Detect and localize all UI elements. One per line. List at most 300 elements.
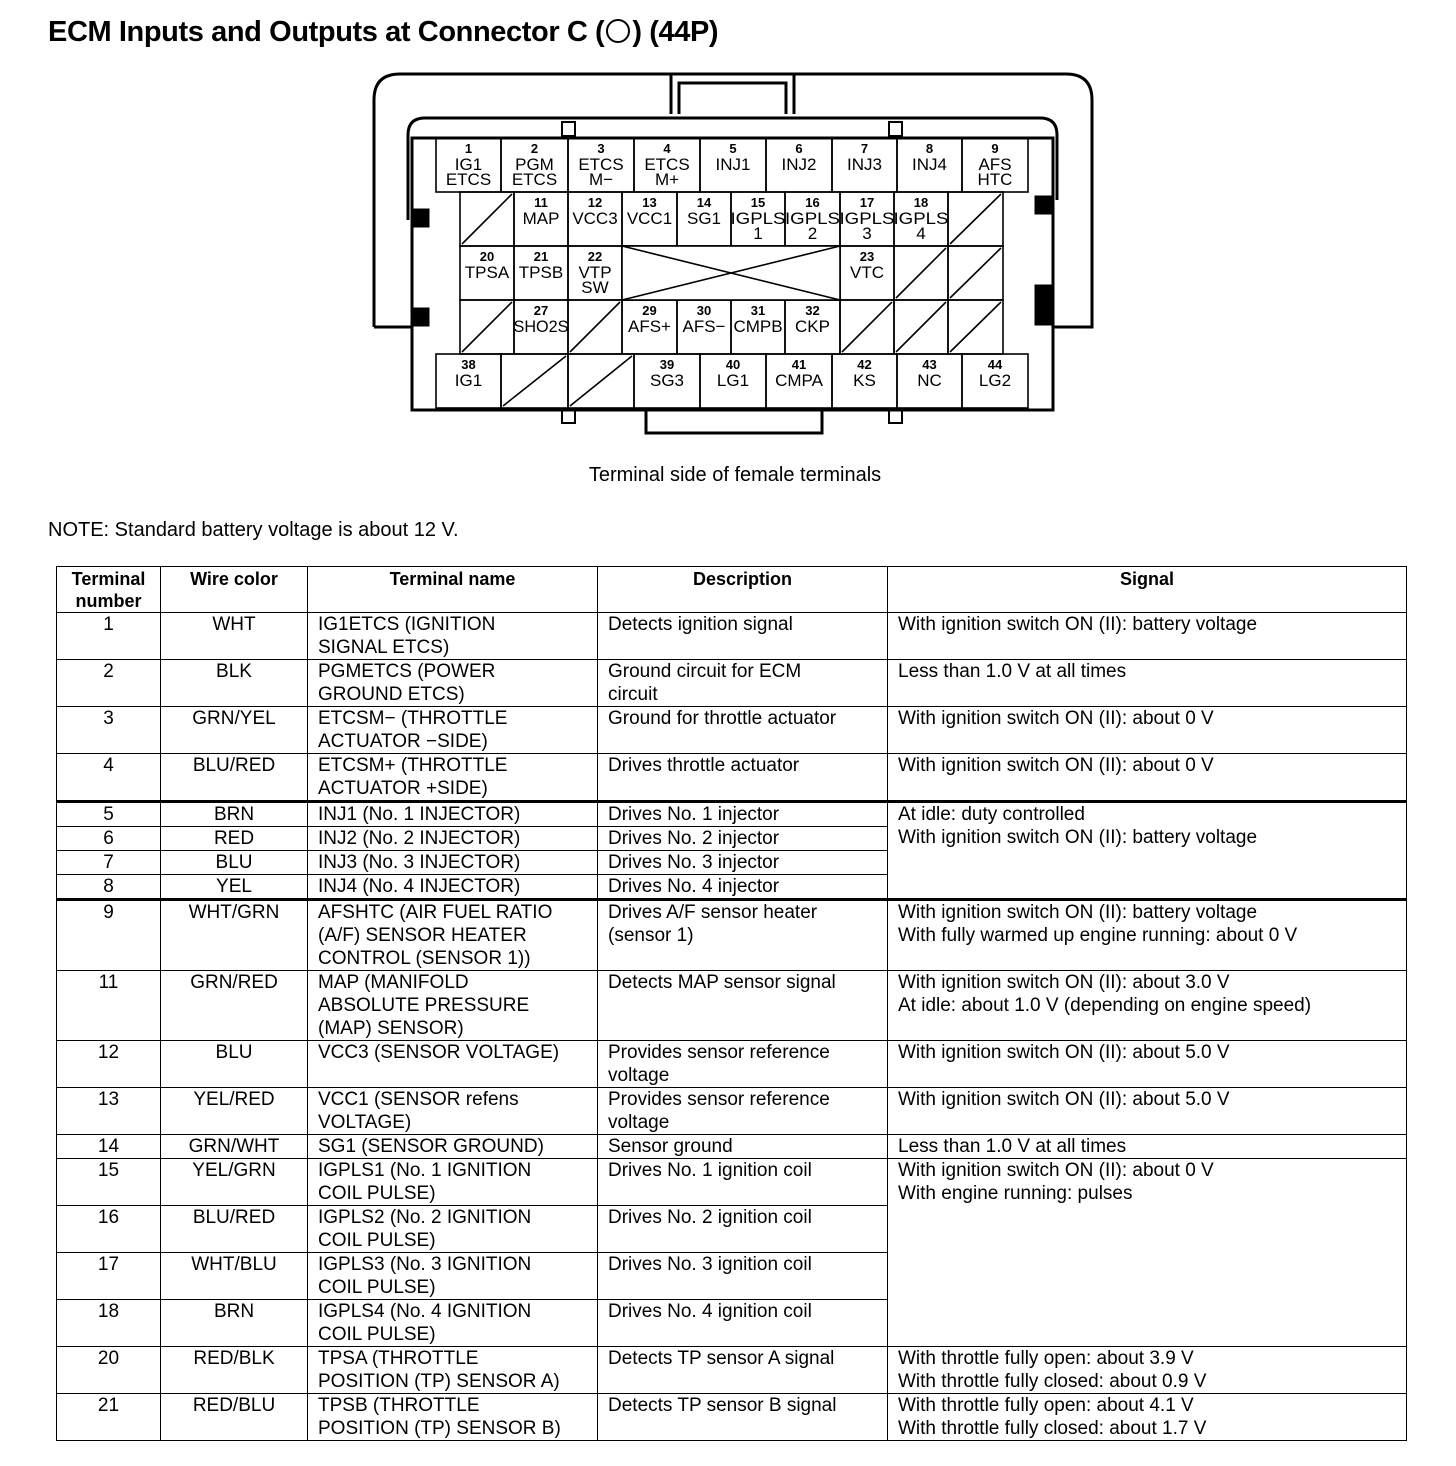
- terminal-name-line: (MAP) SENSOR): [318, 1018, 464, 1039]
- wire-color-cell: BLU/RED: [161, 1206, 308, 1253]
- terminal-name-line: TPSB (THROTTLE: [318, 1395, 480, 1416]
- wire-color-cell: BRN: [161, 802, 308, 827]
- terminal-name-cell: [308, 1041, 598, 1088]
- signal-line: With engine running: pulses: [898, 1183, 1133, 1204]
- terminal-name-line: AFSHTC (AIR FUEL RATIO: [318, 902, 553, 923]
- pin-number: 17: [859, 195, 875, 210]
- blank-cavity-slash: [842, 302, 892, 352]
- terminal-number-cell: 21: [57, 1394, 161, 1441]
- pin-number: 39: [659, 357, 675, 372]
- pin-signal-name: VCC1: [626, 209, 673, 228]
- description-line: circuit: [608, 684, 658, 705]
- pin-signal-name: SG1: [686, 209, 722, 228]
- pin-signal-name: 3: [862, 224, 872, 243]
- pin-signal-name: IG1: [454, 371, 483, 390]
- pin-signal-name: AFS−: [682, 317, 726, 336]
- diagram-caption: Terminal side of female terminals: [588, 464, 882, 486]
- signal-line: With ignition switch ON (II): about 5.0 V: [898, 1089, 1230, 1110]
- pin-number: 38: [461, 357, 476, 372]
- pin-number: 42: [857, 357, 872, 372]
- description-line: Drives No. 2 ignition coil: [608, 1207, 812, 1228]
- description-cell: [598, 802, 888, 827]
- top-latch-inner: [679, 83, 786, 114]
- pin-signal-name: TPSA: [464, 263, 510, 282]
- pin-label-21: [519, 249, 563, 282]
- description-cell: [598, 1206, 888, 1253]
- bottom-tab-right: [889, 410, 902, 423]
- description-line: Sensor ground: [608, 1136, 733, 1157]
- wire-color-cell: RED/BLK: [161, 1347, 308, 1394]
- terminal-name-cell: [308, 802, 598, 827]
- terminal-name-line: SIGNAL ETCS): [318, 637, 450, 658]
- table-row: [57, 1041, 1407, 1088]
- lock-mark-right-lower: [1036, 286, 1050, 324]
- description-cell: [598, 1135, 888, 1159]
- signal-line: With ignition switch ON (II): battery voltage: [898, 827, 1258, 848]
- signal-line: At idle: about 1.0 V (depending on engine speed): [898, 995, 1312, 1016]
- pin-signal-name: AFS+: [628, 317, 671, 336]
- signal-cell-ignition-coils: [888, 1159, 1407, 1347]
- description-line: Drives A/F sensor heater: [608, 902, 818, 923]
- description-cell: [598, 1041, 888, 1088]
- pin-label-14: [687, 195, 721, 228]
- pin-label-18: [894, 195, 949, 243]
- pin-label-3: [578, 141, 623, 189]
- wire-color-cell: GRN/YEL: [161, 707, 308, 754]
- pin-number: 5: [729, 141, 737, 156]
- pin-number: 13: [642, 195, 657, 210]
- terminal-number-cell: 15: [57, 1159, 161, 1206]
- pin-label-43: [917, 357, 942, 390]
- pin-number: 44: [987, 357, 1003, 372]
- signal-line: With ignition switch ON (II): battery voltage: [898, 902, 1258, 923]
- terminal-name-line: INJ4 (No. 4 INJECTOR): [318, 876, 521, 897]
- pin-label-13: [627, 195, 672, 228]
- pin-label-9: [978, 141, 1013, 189]
- header-description: Description: [598, 567, 888, 613]
- pin-signal-name: INJ1: [715, 155, 751, 174]
- wire-color-cell: BLU: [161, 851, 308, 875]
- signal-line: With throttle fully open: about 4.1 V: [898, 1395, 1194, 1416]
- terminal-name-line: INJ3 (No. 3 INJECTOR): [318, 852, 521, 873]
- pin-label-16: [785, 195, 840, 243]
- terminal-name-line: COIL PULSE): [318, 1324, 436, 1345]
- table-row: [57, 802, 1407, 827]
- pin-signal-name: 1: [753, 224, 763, 243]
- pin-label-42: [853, 357, 876, 390]
- wire-color-cell: YEL/GRN: [161, 1159, 308, 1206]
- header-terminal-line2: number: [75, 591, 142, 611]
- signal-cell-injectors: [888, 802, 1407, 900]
- pin-signal-name: LG2: [978, 371, 1012, 390]
- description-line: (sensor 1): [608, 925, 694, 946]
- pinout-table: [56, 566, 1407, 1441]
- pin-number: 41: [791, 357, 807, 372]
- terminal-name-cell: [308, 1253, 598, 1300]
- terminal-name-line: GROUND ETCS): [318, 684, 465, 705]
- pin-label-4: [644, 141, 689, 189]
- pin-signal-name: IG1: [454, 155, 483, 174]
- terminal-name-cell: [308, 851, 598, 875]
- terminal-name-cell: [308, 1206, 598, 1253]
- description-line: Drives No. 4 injector: [608, 876, 780, 897]
- description-cell: [598, 1394, 888, 1441]
- signal-cell: [888, 900, 1407, 971]
- pin-label-8: [912, 141, 947, 174]
- pin-label-6: [782, 141, 817, 174]
- table-row: [57, 1394, 1407, 1441]
- description-line: Ground circuit for ECM: [608, 661, 802, 682]
- signal-line: Less than 1.0 V at all times: [898, 1136, 1127, 1157]
- terminal-number-cell: 1: [57, 613, 161, 660]
- pin-label-29: [628, 303, 671, 336]
- description-cell: [598, 613, 888, 660]
- pin-signal-name: ETCS: [644, 155, 690, 174]
- description-cell: [598, 754, 888, 802]
- terminal-name-cell: [308, 707, 598, 754]
- wire-color-cell: BLK: [161, 660, 308, 707]
- description-cell: [598, 1253, 888, 1300]
- pin-signal-name: 2: [807, 224, 818, 243]
- header-wire-color: Wire color: [161, 567, 308, 613]
- signal-line: With ignition switch ON (II): battery voltage: [898, 614, 1258, 635]
- description-line: Drives throttle actuator: [608, 755, 800, 776]
- terminal-name-line: COIL PULSE): [318, 1183, 436, 1204]
- wire-color-cell: WHT/BLU: [161, 1253, 308, 1300]
- pin-label-44: [979, 357, 1011, 390]
- table-row: [57, 1347, 1407, 1394]
- terminal-number-cell: 13: [57, 1088, 161, 1135]
- description-cell: [598, 1347, 888, 1394]
- signal-line: With fully warmed up engine running: about 0 V: [898, 925, 1298, 946]
- pin-signal-name: INJ2: [781, 155, 817, 174]
- signal-cell: [888, 1041, 1407, 1088]
- terminal-name-line: ETCSM+ (THROTTLE: [318, 755, 508, 776]
- pin-signal-name: PGM: [515, 155, 554, 174]
- terminal-number-cell: 9: [57, 900, 161, 971]
- pin-number: 29: [642, 303, 657, 318]
- pin-signal-name: M+: [654, 170, 680, 189]
- pin-signal-name: SW: [581, 278, 609, 297]
- pin-signal-name: CMPB: [733, 317, 783, 336]
- terminal-name-line: POSITION (TP) SENSOR B): [318, 1418, 561, 1439]
- description-cell: [598, 707, 888, 754]
- description-line: Detects TP sensor B signal: [608, 1395, 837, 1416]
- pin-number: 6: [795, 141, 803, 156]
- top-latch-outer: [671, 74, 794, 114]
- terminal-name-line: VOLTAGE): [318, 1112, 412, 1133]
- description-cell: [598, 1088, 888, 1135]
- pin-signal-name: CMPA: [775, 371, 823, 390]
- pin-number: 14: [696, 195, 712, 210]
- page-title-end: ) (44P): [632, 16, 719, 48]
- pin-label-40: [717, 357, 749, 390]
- top-tab-left: [562, 122, 575, 136]
- pin-number: 4: [663, 141, 671, 156]
- terminal-name-line: INJ1 (No. 1 INJECTOR): [318, 804, 521, 825]
- top-tab-right: [889, 122, 902, 136]
- terminal-number-cell: 2: [57, 660, 161, 707]
- pin-signal-name: ETCS: [578, 155, 624, 174]
- terminal-number-cell: 14: [57, 1135, 161, 1159]
- wire-color-cell: BLU: [161, 1041, 308, 1088]
- header-terminal-line1: Terminal: [71, 569, 146, 589]
- terminal-name-cell: [308, 827, 598, 851]
- blank-cavity-slash: [950, 248, 1001, 298]
- signal-line: With throttle fully closed: about 0.9 V: [898, 1371, 1207, 1392]
- signal-cell: [888, 613, 1407, 660]
- pin-number: 2: [530, 141, 539, 156]
- pin-signal-name: ETCS: [511, 170, 558, 189]
- terminal-number-cell: 17: [57, 1253, 161, 1300]
- pin-label-1: [446, 141, 491, 189]
- signal-line: With throttle fully open: about 3.9 V: [898, 1348, 1194, 1369]
- pin-signal-name: VTP: [578, 263, 612, 282]
- pin-signal-name: NC: [917, 371, 942, 390]
- blank-cavity-slash: [950, 194, 1001, 244]
- pin-signal-name: SG3: [649, 371, 685, 390]
- signal-cell: [888, 1394, 1407, 1441]
- signal-cell: [888, 971, 1407, 1041]
- terminal-name-cell: [308, 1088, 598, 1135]
- description-line: Ground for throttle actuator: [608, 708, 837, 729]
- description-cell: [598, 971, 888, 1041]
- terminal-number-cell: 20: [57, 1347, 161, 1394]
- pin-signal-name: SHO2S: [513, 317, 569, 336]
- pin-signal-name: INJ3: [847, 155, 882, 174]
- pin-signal-name: VTC: [850, 263, 884, 282]
- pin-signal-name: VCC3: [572, 209, 618, 228]
- pin-signal-name: LG1: [716, 371, 750, 390]
- description-line: Detects TP sensor A signal: [608, 1348, 835, 1369]
- table-row: [57, 1088, 1407, 1135]
- terminal-name-line: ACTUATOR +SIDE): [318, 778, 488, 799]
- blank-cavity-slash: [503, 356, 566, 406]
- pinout-table-body: [57, 613, 1407, 1441]
- wire-color-cell: RED: [161, 827, 308, 851]
- description-line: Detects ignition signal: [608, 614, 793, 635]
- terminal-name-line: IGPLS2 (No. 2 IGNITION: [318, 1207, 532, 1228]
- description-line: Drives No. 3 injector: [608, 852, 780, 873]
- signal-cell: [888, 660, 1407, 707]
- blank-cavity-slash: [950, 302, 1001, 352]
- pin-signal-name: IGPLS: [839, 209, 895, 228]
- pin-signal-name: KS: [853, 371, 876, 390]
- pin-label-12: [572, 195, 617, 228]
- pin-number: 1: [464, 141, 473, 156]
- pin-signal-name: AFS: [978, 155, 1012, 174]
- pin-number: 32: [805, 303, 820, 318]
- signal-line: With ignition switch ON (II): about 0 V: [898, 755, 1214, 776]
- description-line: voltage: [608, 1065, 670, 1086]
- pin-number: 18: [913, 195, 929, 210]
- signal-cell: [888, 1135, 1407, 1159]
- connector-diagram: [0, 0, 1456, 450]
- terminal-name-line: SG1 (SENSOR GROUND): [318, 1136, 544, 1157]
- pin-number: 3: [597, 141, 605, 156]
- table-header-row: [57, 567, 1407, 613]
- pin-signal-name: IGPLS: [893, 209, 949, 228]
- pin-label-22: [578, 249, 611, 297]
- terminal-number-cell: 18: [57, 1300, 161, 1347]
- header-terminal-name: Terminal name: [308, 567, 598, 613]
- pin-signal-name: MAP: [522, 209, 560, 228]
- terminal-name-cell: [308, 1135, 598, 1159]
- terminal-name-cell: [308, 1394, 598, 1441]
- description-line: Drives No. 3 ignition coil: [608, 1254, 812, 1275]
- terminal-name-line: CONTROL (SENSOR 1)): [318, 948, 531, 969]
- blank-cavity-slash: [462, 194, 512, 244]
- signal-cell: [888, 1347, 1407, 1394]
- signal-line: With ignition switch ON (II): about 0 V: [898, 1160, 1214, 1181]
- pin-label-39: [650, 357, 684, 390]
- terminal-name-cell: [308, 1159, 598, 1206]
- pin-number: 12: [587, 195, 603, 210]
- signal-line: With throttle fully closed: about 1.7 V: [898, 1418, 1207, 1439]
- terminal-name-line: TPSA (THROTTLE: [318, 1348, 479, 1369]
- pin-number: 20: [479, 249, 495, 264]
- terminal-name-line: COIL PULSE): [318, 1230, 436, 1251]
- wire-color-cell: WHT/GRN: [161, 900, 308, 971]
- pin-label-32: [795, 303, 830, 336]
- lock-mark-left-upper: [414, 210, 428, 226]
- blank-cavity-slash: [896, 248, 946, 298]
- table-row: [57, 900, 1407, 971]
- terminal-number-cell: 12: [57, 1041, 161, 1088]
- terminal-name-cell: [308, 754, 598, 802]
- description-line: Drives No. 1 ignition coil: [608, 1160, 812, 1181]
- terminal-name-line: VCC3 (SENSOR VOLTAGE): [318, 1042, 560, 1063]
- terminal-name-line: IGPLS4 (No. 4 IGNITION: [318, 1301, 532, 1322]
- terminal-name-line: IGPLS3 (No. 3 IGNITION: [318, 1254, 532, 1275]
- table-row: [57, 1159, 1407, 1206]
- blank-cavity-slash: [462, 302, 512, 352]
- bottom-key: [646, 410, 822, 433]
- page-title-start: ECM Inputs and Outputs at Connector C (: [48, 16, 605, 48]
- pin-label-7: [847, 141, 882, 174]
- description-cell: [598, 875, 888, 900]
- description-cell: [598, 827, 888, 851]
- pin-label-15: [731, 195, 786, 243]
- pin-number: 31: [750, 303, 766, 318]
- pin-label-38: [455, 357, 482, 390]
- pin-number: 21: [533, 249, 549, 264]
- description-line: voltage: [608, 1112, 670, 1133]
- signal-line: With ignition switch ON (II): about 0 V: [898, 708, 1214, 729]
- terminal-name-cell: [308, 1347, 598, 1394]
- signal-line: At idle: duty controlled: [898, 804, 1085, 825]
- pin-number: 7: [860, 141, 869, 156]
- lock-mark-left-lower: [414, 309, 428, 325]
- pin-signal-name: 4: [916, 224, 926, 243]
- terminal-name-line: ABSOLUTE PRESSURE: [318, 995, 530, 1016]
- pin-number: 16: [805, 195, 820, 210]
- signal-cell: [888, 707, 1407, 754]
- terminal-number-cell: 7: [57, 851, 161, 875]
- battery-note: NOTE: Standard battery voltage is about 12 V.: [48, 519, 459, 541]
- terminal-number-cell: 6: [57, 827, 161, 851]
- table-row: [57, 1135, 1407, 1159]
- terminal-number-cell: 8: [57, 875, 161, 900]
- terminal-number-cell: 11: [57, 971, 161, 1041]
- description-cell: [598, 1159, 888, 1206]
- terminal-name-line: MAP (MANIFOLD: [318, 972, 469, 993]
- table-row: [57, 754, 1407, 802]
- terminal-name-line: VCC1 (SENSOR refens: [318, 1089, 519, 1110]
- signal-line: With ignition switch ON (II): about 3.0 V: [898, 972, 1230, 993]
- terminal-name-cell: [308, 1300, 598, 1347]
- pin-label-27: [514, 303, 569, 336]
- header-signal: Signal: [888, 567, 1407, 613]
- wire-color-cell: GRN/WHT: [161, 1135, 308, 1159]
- terminal-name-line: ETCSM− (THROTTLE: [318, 708, 508, 729]
- description-line: Drives No. 1 injector: [608, 804, 780, 825]
- terminal-number-cell: 16: [57, 1206, 161, 1253]
- wire-color-cell: GRN/RED: [161, 971, 308, 1041]
- table-row: [57, 660, 1407, 707]
- terminal-name-line: COIL PULSE): [318, 1277, 436, 1298]
- pin-number: 30: [696, 303, 712, 318]
- terminal-name-line: IG1ETCS (IGNITION: [318, 614, 496, 635]
- description-line: Provides sensor reference: [608, 1089, 830, 1110]
- terminal-name-cell: [308, 660, 598, 707]
- pin-label-31: [733, 303, 782, 336]
- pin-signal-name: M−: [588, 170, 614, 189]
- blank-cavity-slash: [896, 302, 946, 352]
- description-cell: [598, 1300, 888, 1347]
- table-row: [57, 613, 1407, 660]
- description-line: Detects MAP sensor signal: [608, 972, 836, 993]
- signal-line: Less than 1.0 V at all times: [898, 661, 1127, 682]
- signal-cell: [888, 754, 1407, 802]
- pin-signal-name: ETCS: [445, 170, 492, 189]
- description-line: Drives No. 4 ignition coil: [608, 1301, 812, 1322]
- terminal-name-line: IGPLS1 (No. 1 IGNITION: [318, 1160, 532, 1181]
- description-cell: [598, 851, 888, 875]
- pin-number: 8: [925, 141, 934, 156]
- wire-color-cell: WHT: [161, 613, 308, 660]
- pin-label-23: [850, 249, 884, 282]
- pin-label-5: [716, 141, 751, 174]
- pin-signal-name: INJ4: [912, 155, 947, 174]
- wire-color-cell: YEL/RED: [161, 1088, 308, 1135]
- wire-color-cell: BRN: [161, 1300, 308, 1347]
- pin-number: 11: [534, 195, 548, 210]
- header-terminal-number: [57, 567, 161, 613]
- pin-label-17: [840, 195, 895, 243]
- wire-color-cell: YEL: [161, 875, 308, 900]
- terminal-name-line: (A/F) SENSOR HEATER: [318, 925, 527, 946]
- terminal-number-cell: 4: [57, 754, 161, 802]
- pin-number: 22: [587, 249, 603, 264]
- lock-mark-right-upper: [1036, 197, 1050, 213]
- blank-cavity-slash: [570, 356, 632, 406]
- pin-label-2: [512, 141, 557, 189]
- terminal-name-line: PGMETCS (POWER: [318, 661, 496, 682]
- pin-number: 23: [859, 249, 875, 264]
- table-row: [57, 971, 1407, 1041]
- description-line: Drives No. 2 injector: [608, 828, 780, 849]
- pin-signal-name: CKP: [795, 317, 830, 336]
- pin-signal-name: IGPLS: [785, 209, 840, 228]
- pin-signal-name: HTC: [977, 170, 1013, 189]
- pin-signal-name: TPSB: [518, 263, 564, 282]
- pin-number: 27: [533, 303, 549, 318]
- terminal-name-line: ACTUATOR −SIDE): [318, 731, 488, 752]
- terminal-name-cell: [308, 613, 598, 660]
- pin-label-41: [775, 357, 824, 390]
- pin-number: 15: [750, 195, 766, 210]
